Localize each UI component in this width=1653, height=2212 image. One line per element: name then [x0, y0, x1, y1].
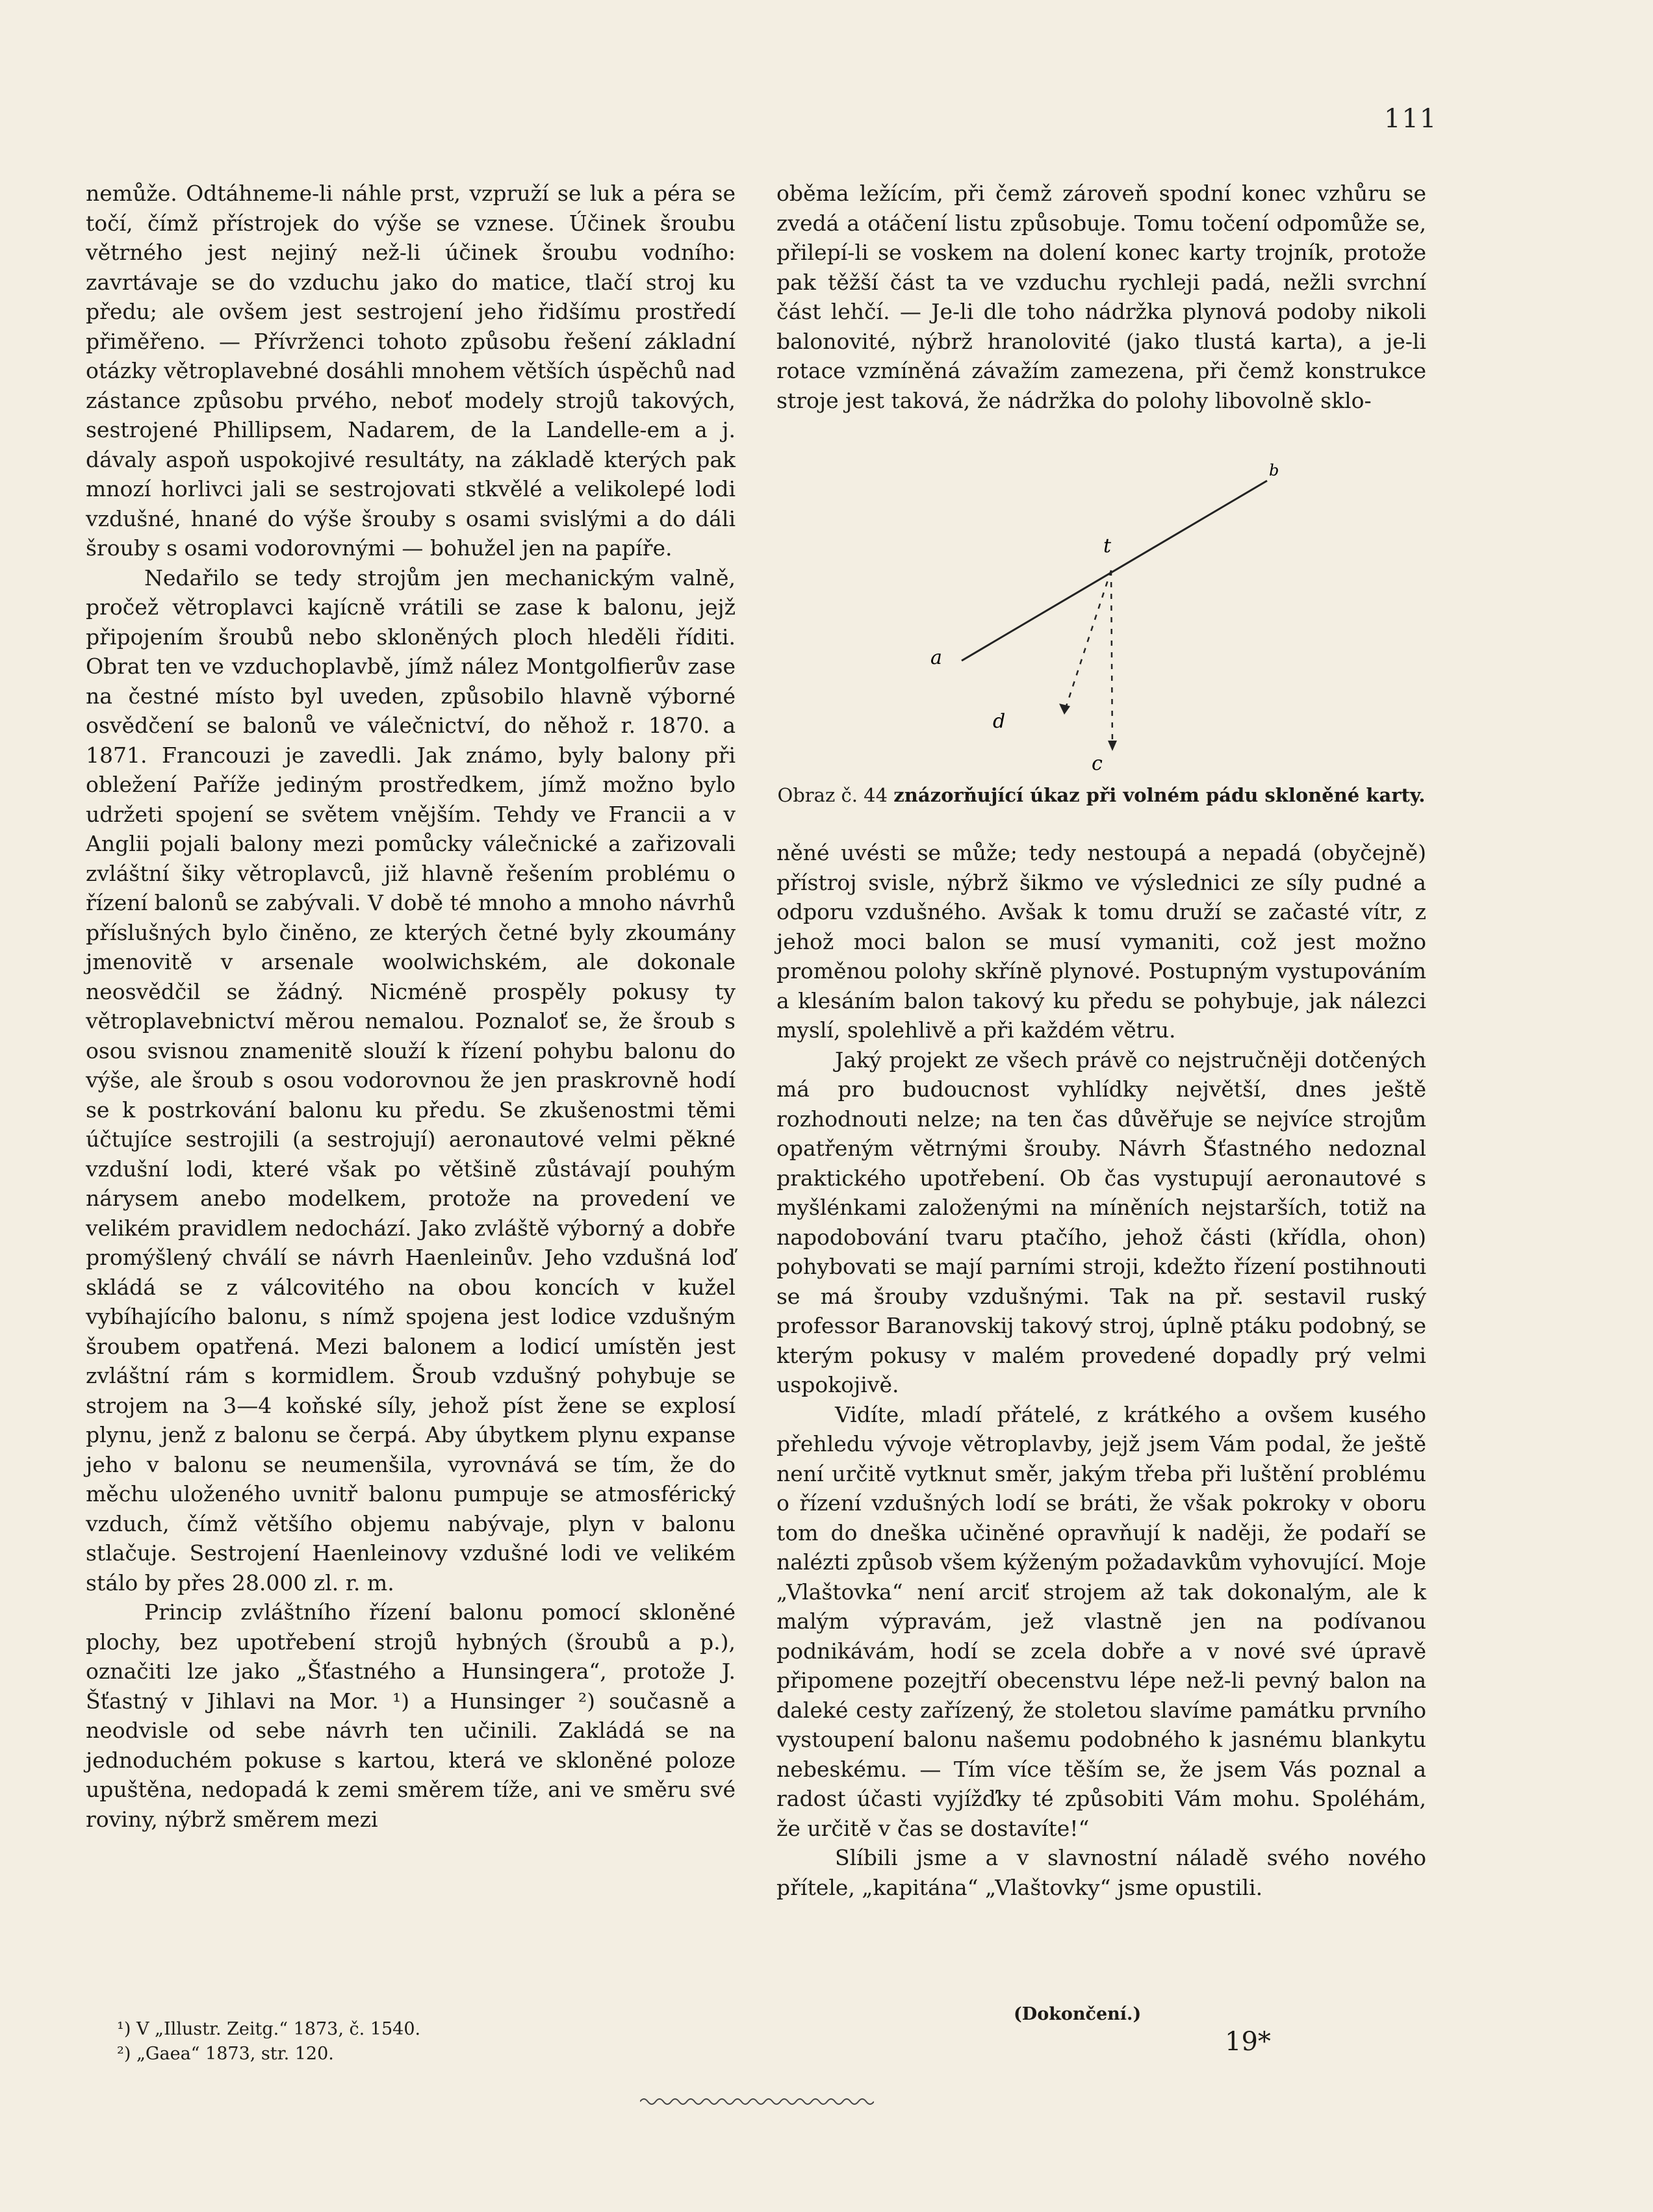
footnote: ¹) V „Illustr. Zeitg.“ 1873, č. 1540.: [117, 2019, 421, 2039]
line-t-d: [1066, 570, 1111, 708]
arrow-c: [1108, 741, 1117, 751]
left-column: [86, 179, 736, 1834]
right-column-top: [776, 179, 1426, 415]
continuation-note: (Dokončení.): [1014, 2004, 1142, 2024]
label-d: d: [993, 710, 1006, 733]
printer-signature: 19*: [1225, 2027, 1271, 2057]
paragraph: Princip zvláštního řízení balonu pomocí skloněné plochy, bez upotřebení strojů hybných (šroubů a p.), označiti lze jako „Šťastného a Hunsingera“, protože J. Šťastný v Jihlavi na Mor. ¹) a Hunsinger ²) současně a neodvisle od sebe návrh ten učinili. Zakládá se na jednoduchém pokuse s kartou, která ve skloněné poloze upuštěna, nedopadá k zemi směrem tíže, ani ve směru své roviny, nýbrž směrem mezi: [86, 1599, 736, 1832]
paragraph: nemůže. Odtáhneme-li náhle prst, vzpruží se luk a péra se točí, čímž přístrojek do výše se vznese. Účinek šroubu větrného jest nejiný než-li účinek šroubu vodního: zavrtávaje se do vzduchu jako do matice, tlačí stroj ku předu; ale ovšem jest sestrojení jeho řidšímu prostředí přiměřeno. — Přívrženci tohoto způsobu řešení základní otázky větroplavebné dosáhli mnohem větších úspěchů nad zástance způsobu prvého, neboť modely strojů takových, sestrojené Phillipsem, Nadarem, de la Landelle-em a j. dávaly aspoň uspokojivé resultáty, na základě kterých pak mnozí horlivci jali se sestrojovati stkvělé a velikolepé lodi vzdušné, hnané do výše šrouby s osami svislými a do dáli šrouby s osami vodorovnými — bohužel jen na papíře.: [86, 181, 736, 561]
footnote: ²) „Gaea“ 1873, str. 120.: [117, 2044, 334, 2064]
page-number: 111: [1384, 104, 1438, 134]
caption-lead: Obraz č. 44: [777, 784, 888, 806]
right-column-bottom: [776, 838, 1426, 1902]
figure-card-fall: [910, 455, 1313, 773]
paragraph: něné uvésti se může; tedy nestoupá a nepadá (obyčejně) přístroj svisle, nýbrž šikmo ve výslednici ze síly pudné a odporu vzdušného. Avšak k tomu druží se začasté vítr, z jehož moci balon se musí vymaniti, což jest možno proměnou polohy skříně plynové. Postupným vystupováním a klesáním balon takový ku předu se pohybuje, jak nálezci myslí, spolehlivě a při každém větru.: [776, 840, 1426, 1043]
arrow-d: [1059, 704, 1070, 715]
wavy-ornament: [640, 2095, 874, 2108]
paragraph: oběma ležícím, při čemž zároveň spodní konec vzhůru se zvedá a otáčení listu způsobuje. Tomu točení odpomůže se, přilepí-li se voskem na dolení konec karty trojník, protože pak těžší část ta ve vzduchu rychleji padá, nežli svrchní část lehčí. — Je-li dle toho nádržka plynová podoby nikoli balonovité, nýbrž hranolovité (jako tlustá karta), a je-li rotace vzmíněná závažím zamezena, při čemž konstrukce stroje jest taková, že nádržka do polohy libovolně sklo-: [776, 181, 1426, 413]
figure-diagram: [910, 455, 1313, 773]
label-c: c: [1092, 752, 1103, 773]
paragraph: Nedařilo se tedy strojům jen mechanickým valně, pročež větroplavci kajícně vrátili se zase k balonu, jejž připojením šroubů nebo skloněných ploch hleděli říditi. Obrat ten ve vzduchoplavbě, jímž nález Montgolfierův zase na čestné místo byl uveden, způsobilo hlavně výborné osvědčení se balonů ve válečnictví, do něhož r. 1870. a 1871. Francouzi je zavedli. Jak známo, byly balony při obležení Paříže jediným prostředkem, jímž možno bylo udržeti spojení se světem vnějším. Tehdy ve Francii a v Anglii pojali balony mezi pomůcky válečnické a zařizovali zvláštní šiky větroplavců, již hlavně řešením problému o řízení balonů se zabývali. V době té mnoho a mnoho návrhů příslušných bylo činěno, ze kterých četné byly zkoumány jmenovitě v arsenale woolwichském, ale dokonale neosvědčil se žádný. Nicméně prospěly pokusy ty větroplavebnictví měrou nemalou. Poznaloť se, že šroub s osou svisnou znamenitě slouží k řízení pohybu balonu do výše, ale šroub s osou vodorovnou že jen praskrovně hodí se k postrkování balonu ku předu. Se zkušenostmi těmi účtujíce sestrojili (a sestrojují) aeronautové velmi pěkné vzdušní lodi, které však po většině zůstávají pouhým nárysem anebo modelkem, protože na provedení ve velikém pravidlem nedochází. Jako zvláště výborný a dobře promýšlený chválí se návrh Haenleinův. Jeho vzdušná loď skládá se z válcovitého na obou koncích v kužel vybíhajícího balonu, s nímž spojena jest lodice vzdušným šroubem opatřená. Mezi balonem a lodicí umístěn jest zvláštní rám s kormidlem. Šroub vzdušný pohybuje se strojem na 3—4 koňské síly, jehož píst žene se explosí plynu, jenž z balonu se čerpá. Aby úbytkem plynu expanse jeho v balonu se neumenšila, vyrovnává se tím, že do měchu uloženého uvnitř balonu pumpuje se atmosférický vzduch, čímž většího objemu nabývaje, plyn v balonu stlačuje. Sestrojení Haenleinovy vzdušné lodi ve velikém stálo by přes 28.000 zl. r. m.: [86, 565, 736, 1595]
paragraph: Jaký projekt ze všech právě co nejstručněji dotčených má pro budoucnost vyhlídky největší, dnes ještě rozhodnouti nelze; na ten čas důvěřuje se nejvíce strojům opatřeným větrnými šrouby. Návrh Šťastného nedoznal praktického upotřebení. Ob čas vystupují aeronautové s myšlénkami založenými na míněních nejstarších, totiž na napodobování tvaru ptačího, jehož části (křídla, ohon) pohybovati se mají parními stroji, kdežto řízení postihnouti se má šrouby vzdušnými. Tak na př. sestavil ruský professor Baranovskij takový stroj, úplně ptáku podobný, se kterým pokusy v malém provedené dopadly prý velmi uspokojivě.: [776, 1047, 1426, 1397]
label-a: a: [930, 646, 942, 669]
label-b: b: [1269, 461, 1279, 479]
label-t: t: [1103, 535, 1112, 557]
caption-text: znázorňující úkaz při volném pádu skloněné karty.: [893, 784, 1426, 806]
footnotes: [117, 2017, 702, 2066]
paragraph: Vidíte, mladí přátelé, z krátkého a ovšem kusého přehledu vývoje větroplavby, jejž jsem Vám podal, že ještě není určitě vytknut směr, jakým třeba při luštění problému o řízení vzdušných lodí se bráti, že však pokroky v oboru tom do dneška učiněné opravňují k naději, že podaří se nalézti způsob všem kýženým požadavkům vyhovující. Moje „Vlaštovka“ není arciť strojem až tak dokonalým, ale k malým výpravám, jež vlastně jen na podívanou podnikávám, hodí se zcela dobře a v nové své úpravě připomene pozejtří obecenstvu lépe než-li pevný balon na daleké cesty zařízený, že stoletou slavíme památku prvního vystoupení balonu našemu podobného k jasnému blankytu nebeskému. — Tím více těším se, že jsem Vás poznal a radost účasti vyjížďky té způsobiti Vám mohu. Spoléhám, že určitě v čas se dostavíte!“: [776, 1401, 1426, 1841]
line-t-c: [1111, 570, 1112, 747]
paragraph: Slíbili jsme a v slavnostní náladě svého nového přítele, „kapitána“ „Vlaštovky“ jsme opustili.: [776, 1845, 1426, 1900]
figure-caption: [776, 783, 1426, 807]
line-a-b: [962, 481, 1267, 661]
